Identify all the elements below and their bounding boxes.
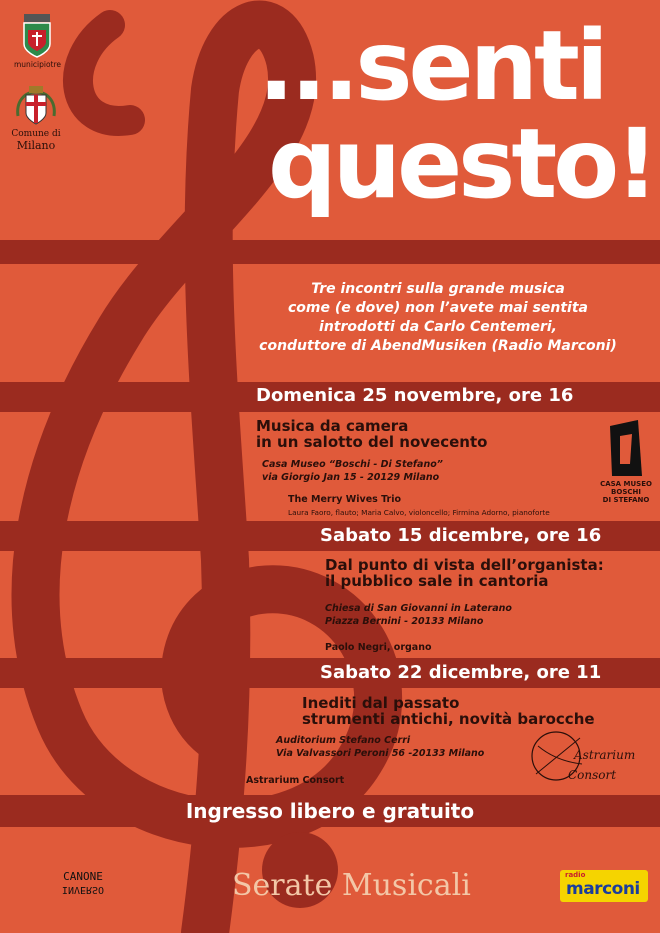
event-1-venue-line-1: Casa Museo “Boschi - Di Stefano” xyxy=(262,459,443,470)
intro-text xyxy=(228,280,648,356)
event-3-performer: Astrarium Consort xyxy=(246,775,345,786)
inverso-label: INVERSO xyxy=(61,884,105,895)
canone-label: CANONE xyxy=(63,870,103,883)
event-2-performer: Paolo Negri, organo xyxy=(325,642,432,653)
event-2-title-line-2: il pubblico sale in cantoria xyxy=(325,572,549,590)
astrarium-logo xyxy=(528,726,652,792)
comune-label-2: Milano xyxy=(16,139,56,152)
event-1-title-line-1: Musica da camera xyxy=(256,417,409,435)
event-3-title xyxy=(302,695,595,727)
intro-line-2: come (e dove) non l’avete mai sentita xyxy=(288,300,588,316)
astrarium-label-1: Astrarium xyxy=(574,748,636,762)
event-3-venue-line-2: Via Valvassori Peroni 56 -20133 Milano xyxy=(276,748,485,759)
event-2-date: Sabato 15 dicembre, ore 16 xyxy=(320,525,602,546)
municipio-label: municipiotre xyxy=(14,60,62,69)
casa-museo-label-2: BOSCHI xyxy=(611,488,641,496)
event-1-performer-detail: Laura Faoro, flauto; Maria Calvo, violoncello; Firmina Adorno, pianoforte xyxy=(288,508,550,517)
event-3-date: Sabato 22 dicembre, ore 11 xyxy=(320,662,602,683)
headline-line-2: questo! xyxy=(268,108,655,220)
event-3-title-line-1: Inediti dal passato xyxy=(302,694,460,712)
event-1-venue-line-2: via Giorgio Jan 15 - 20129 Milano xyxy=(262,472,440,483)
intro-line-4: conduttore di AbendMusiken (Radio Marconi) xyxy=(259,338,617,354)
event-3-venue xyxy=(276,734,484,760)
event-2-title xyxy=(325,557,604,589)
casa-museo-icon xyxy=(606,420,646,478)
event-2-venue-line-2: Piazza Bernini - 20133 Milano xyxy=(325,616,484,627)
event-3-title-line-2: strumenti antichi, novità barocche xyxy=(302,710,595,728)
staff-line-1 xyxy=(0,240,660,264)
radio-name-label: marconi xyxy=(566,879,640,899)
event-2-title-line-1: Dal punto di vista dell’organista: xyxy=(325,556,604,574)
event-1-title-line-2: in un salotto del novecento xyxy=(256,433,488,451)
municipio-logo xyxy=(14,14,60,69)
entry-banner: Ingresso libero e gratuito xyxy=(185,799,475,823)
headline-line-1: ...senti xyxy=(258,10,605,122)
event-1-performer: The Merry Wives Trio xyxy=(288,494,401,505)
casa-museo-label-1: CASA MUSEO xyxy=(600,480,652,488)
event-2-venue xyxy=(325,602,512,628)
casa-museo-logo xyxy=(600,420,652,504)
intro-line-1: Tre incontri sulla grande musica xyxy=(311,281,565,297)
event-1-venue xyxy=(262,458,443,484)
serate-musicali-title: Serate Musicali xyxy=(232,868,471,903)
casa-museo-label-3: DI STEFANO xyxy=(602,496,650,504)
radio-marconi-logo xyxy=(560,870,648,902)
radio-small-label: radio xyxy=(565,871,586,879)
astrarium-label-2: Consort xyxy=(568,768,617,782)
intro-line-3: introdotti da Carlo Centemeri, xyxy=(319,319,557,335)
event-1-title xyxy=(256,418,487,450)
event-2-venue-line-1: Chiesa di San Giovanni in Laterano xyxy=(325,603,512,614)
comune-milano-logo xyxy=(8,86,64,152)
comune-crest-icon xyxy=(14,86,58,126)
event-3-venue-line-1: Auditorium Stefano Cerri xyxy=(276,735,411,746)
municipio-shield-icon xyxy=(22,14,52,58)
comune-label-1: Comune di xyxy=(11,129,61,139)
event-1-date: Domenica 25 novembre, ore 16 xyxy=(256,385,574,406)
canone-inverso-logo xyxy=(56,871,110,895)
